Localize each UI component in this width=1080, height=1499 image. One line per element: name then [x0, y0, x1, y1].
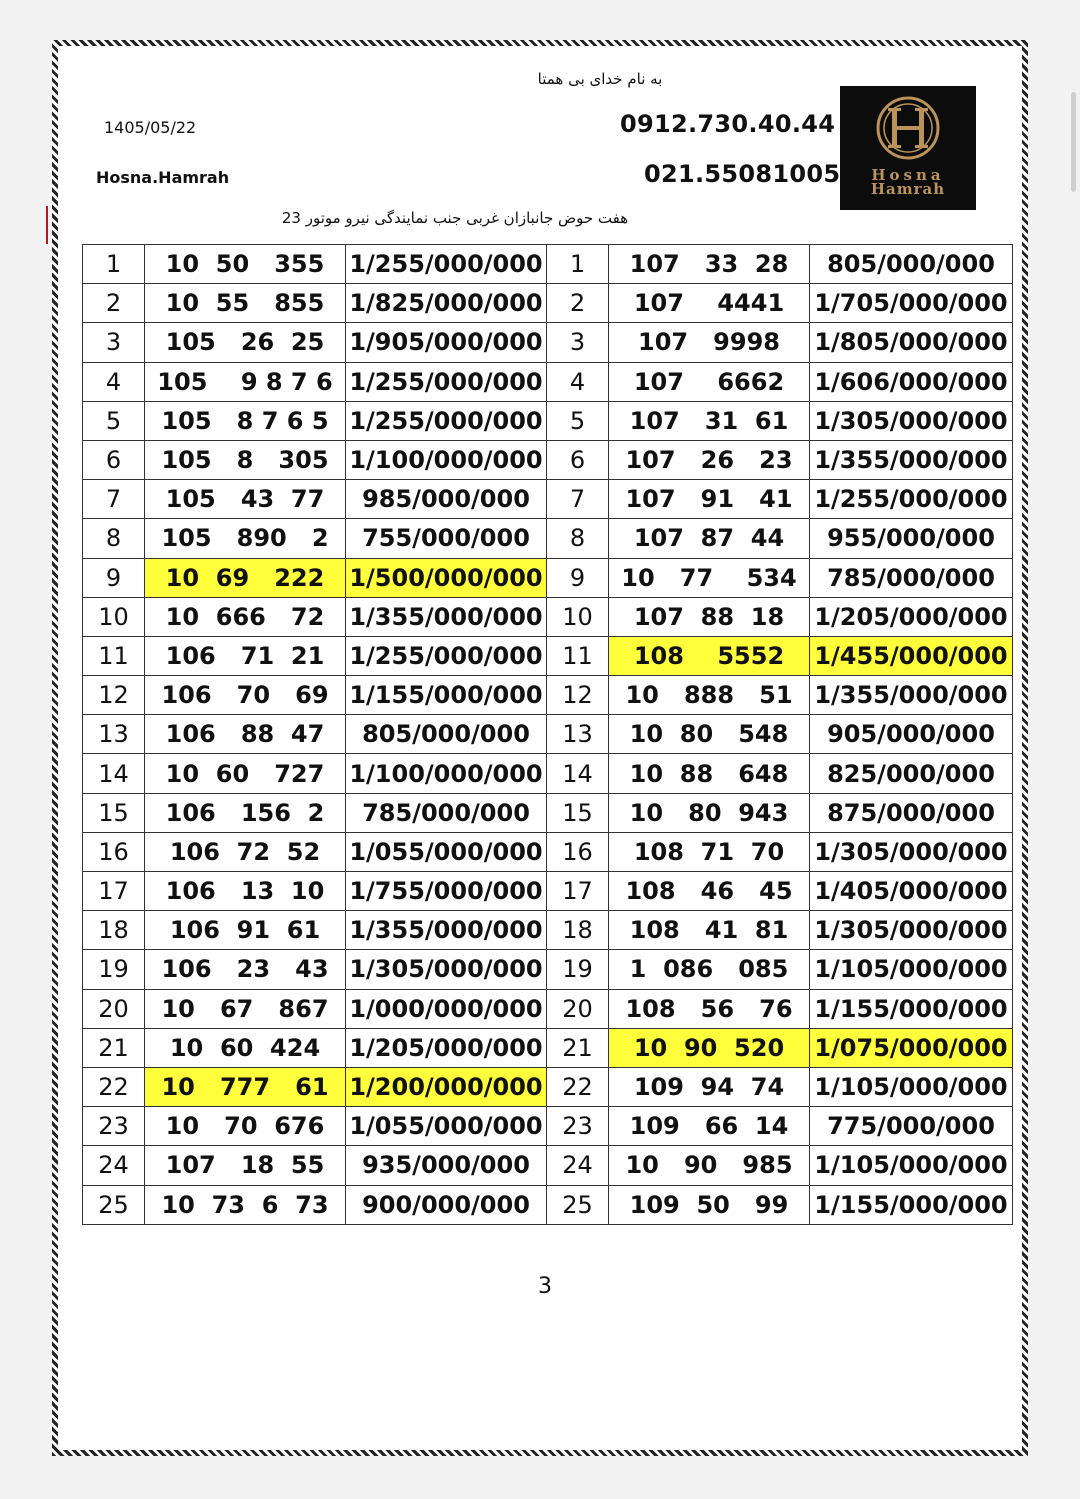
sim-number-left: 105 9 8 7 6 [145, 362, 346, 401]
row-index-left: 14 [83, 754, 145, 793]
row-index-left: 7 [83, 480, 145, 519]
table-row [83, 480, 1013, 519]
table-row [83, 284, 1013, 323]
row-index-right: 5 [547, 401, 609, 440]
sim-number-left: 10 50 355 [145, 245, 346, 284]
row-index-left: 16 [83, 832, 145, 871]
row-index-left: 23 [83, 1107, 145, 1146]
page-number: 3 [538, 1274, 552, 1299]
price-left: 985/000/000 [346, 480, 547, 519]
row-index-left: 11 [83, 636, 145, 675]
sim-number-right: 10 90 520 [609, 1028, 810, 1067]
table-row [83, 754, 1013, 793]
price-right: 1/355/000/000 [810, 440, 1013, 479]
logo-text-line2: Hamrah [870, 180, 946, 198]
price-right: 1/105/000/000 [810, 1067, 1013, 1106]
table-row [83, 558, 1013, 597]
row-index-left: 3 [83, 323, 145, 362]
price-left: 1/755/000/000 [346, 872, 547, 911]
row-index-right: 12 [547, 676, 609, 715]
price-left: 1/255/000/000 [346, 636, 547, 675]
price-left: 1/355/000/000 [346, 911, 547, 950]
sim-number-left: 105 890 2 [145, 519, 346, 558]
row-index-right: 10 [547, 597, 609, 636]
price-left: 1/255/000/000 [346, 401, 547, 440]
price-left: 1/205/000/000 [346, 1028, 547, 1067]
table-row [83, 1028, 1013, 1067]
row-index-left: 25 [83, 1185, 145, 1224]
price-right: 1/155/000/000 [810, 1185, 1013, 1224]
row-index-right: 1 [547, 245, 609, 284]
row-index-right: 25 [547, 1185, 609, 1224]
price-left: 1/355/000/000 [346, 597, 547, 636]
price-right: 775/000/000 [810, 1107, 1013, 1146]
sim-number-right: 107 9998 [609, 323, 810, 362]
price-right: 955/000/000 [810, 519, 1013, 558]
row-index-right: 6 [547, 440, 609, 479]
sim-number-left: 105 26 25 [145, 323, 346, 362]
sim-number-left: 107 18 55 [145, 1146, 346, 1185]
sim-number-right: 108 46 45 [609, 872, 810, 911]
price-table-body [83, 245, 1013, 1225]
price-right: 1/075/000/000 [810, 1028, 1013, 1067]
table-row [83, 245, 1013, 284]
table-row [83, 989, 1013, 1028]
sim-number-left: 106 13 10 [145, 872, 346, 911]
sim-number-left: 105 8 305 [145, 440, 346, 479]
row-index-right: 19 [547, 950, 609, 989]
sim-number-right: 10 80 548 [609, 715, 810, 754]
row-index-left: 12 [83, 676, 145, 715]
sim-number-left: 10 69 222 [145, 558, 346, 597]
sim-number-price-table [82, 244, 1013, 1225]
mobile-phone-number: 0912.730.40.44 [620, 110, 836, 138]
row-index-left: 19 [83, 950, 145, 989]
price-right: 825/000/000 [810, 754, 1013, 793]
landline-phone-number: 021.55081005 [644, 160, 841, 188]
table-row [83, 1185, 1013, 1224]
price-left: 935/000/000 [346, 1146, 547, 1185]
price-left: 755/000/000 [346, 519, 547, 558]
row-index-left: 18 [83, 911, 145, 950]
row-index-left: 2 [83, 284, 145, 323]
price-right: 1/705/000/000 [810, 284, 1013, 323]
brand-name: Hosna.Hamrah [96, 168, 230, 187]
row-index-right: 14 [547, 754, 609, 793]
row-index-right: 3 [547, 323, 609, 362]
price-left: 1/100/000/000 [346, 754, 547, 793]
sim-number-right: 109 94 74 [609, 1067, 810, 1106]
row-index-right: 16 [547, 832, 609, 871]
row-index-left: 9 [83, 558, 145, 597]
row-index-right: 21 [547, 1028, 609, 1067]
row-index-left: 4 [83, 362, 145, 401]
price-left: 1/255/000/000 [346, 362, 547, 401]
price-right: 1/305/000/000 [810, 401, 1013, 440]
row-index-right: 2 [547, 284, 609, 323]
price-left: 1/200/000/000 [346, 1067, 547, 1106]
table-row [83, 362, 1013, 401]
row-index-left: 10 [83, 597, 145, 636]
row-index-right: 20 [547, 989, 609, 1028]
sim-number-left: 105 8 7 6 5 [145, 401, 346, 440]
sim-number-left: 10 60 727 [145, 754, 346, 793]
sim-number-left: 106 156 2 [145, 793, 346, 832]
row-index-right: 22 [547, 1067, 609, 1106]
price-right: 1/805/000/000 [810, 323, 1013, 362]
sim-number-left: 106 23 43 [145, 950, 346, 989]
sim-number-left: 10 73 6 73 [145, 1185, 346, 1224]
table-row [83, 676, 1013, 715]
sim-number-right: 107 4441 [609, 284, 810, 323]
row-index-left: 22 [83, 1067, 145, 1106]
sim-number-right: 107 26 23 [609, 440, 810, 479]
price-right: 1/155/000/000 [810, 989, 1013, 1028]
row-index-right: 11 [547, 636, 609, 675]
row-index-left: 15 [83, 793, 145, 832]
sim-number-right: 107 87 44 [609, 519, 810, 558]
row-index-right: 7 [547, 480, 609, 519]
price-right: 1/105/000/000 [810, 950, 1013, 989]
sim-number-right: 10 90 985 [609, 1146, 810, 1185]
row-index-right: 17 [547, 872, 609, 911]
price-right: 1/355/000/000 [810, 676, 1013, 715]
table-row [83, 323, 1013, 362]
table-row [83, 950, 1013, 989]
price-right: 1/305/000/000 [810, 832, 1013, 871]
row-index-left: 20 [83, 989, 145, 1028]
price-left: 1/055/000/000 [346, 832, 547, 871]
sim-number-left: 10 67 867 [145, 989, 346, 1028]
row-index-left: 21 [83, 1028, 145, 1067]
price-left: 1/055/000/000 [346, 1107, 547, 1146]
hosna-hamrah-logo [840, 86, 976, 210]
sim-number-right: 1 086 085 [609, 950, 810, 989]
table-row [83, 1067, 1013, 1106]
sim-number-left: 106 71 21 [145, 636, 346, 675]
sim-number-left: 10 777 61 [145, 1067, 346, 1106]
price-left: 1/305/000/000 [346, 950, 547, 989]
row-index-left: 1 [83, 245, 145, 284]
row-index-right: 23 [547, 1107, 609, 1146]
price-left: 1/255/000/000 [346, 245, 547, 284]
sim-number-right: 109 50 99 [609, 1185, 810, 1224]
price-right: 1/405/000/000 [810, 872, 1013, 911]
row-index-right: 4 [547, 362, 609, 401]
table-row [83, 1107, 1013, 1146]
sim-number-left: 106 88 47 [145, 715, 346, 754]
row-index-right: 18 [547, 911, 609, 950]
price-right: 1/455/000/000 [810, 636, 1013, 675]
price-right: 1/606/000/000 [810, 362, 1013, 401]
sim-number-right: 108 5552 [609, 636, 810, 675]
table-row [83, 597, 1013, 636]
scrollbar-thumb[interactable] [1071, 92, 1076, 192]
table-row [83, 832, 1013, 871]
sim-number-right: 108 41 81 [609, 911, 810, 950]
sim-number-right: 108 71 70 [609, 832, 810, 871]
price-left: 1/905/000/000 [346, 323, 547, 362]
price-right: 805/000/000 [810, 245, 1013, 284]
sim-number-right: 10 888 51 [609, 676, 810, 715]
price-right: 1/205/000/000 [810, 597, 1013, 636]
margin-marker [46, 206, 48, 244]
price-left: 1/500/000/000 [346, 558, 547, 597]
sim-number-right: 10 88 648 [609, 754, 810, 793]
sim-number-left: 106 91 61 [145, 911, 346, 950]
sim-number-right: 108 56 76 [609, 989, 810, 1028]
row-index-left: 13 [83, 715, 145, 754]
table-row [83, 440, 1013, 479]
table-row [83, 401, 1013, 440]
price-left: 1/100/000/000 [346, 440, 547, 479]
price-right: 875/000/000 [810, 793, 1013, 832]
row-index-left: 5 [83, 401, 145, 440]
sim-number-right: 109 66 14 [609, 1107, 810, 1146]
document-date: 1405/05/22 [104, 118, 197, 137]
document-page [52, 40, 1028, 1456]
row-index-left: 6 [83, 440, 145, 479]
table-row [83, 793, 1013, 832]
sim-number-right: 10 80 943 [609, 793, 810, 832]
row-index-right: 8 [547, 519, 609, 558]
row-index-right: 24 [547, 1146, 609, 1185]
price-right: 1/255/000/000 [810, 480, 1013, 519]
sim-number-right: 107 6662 [609, 362, 810, 401]
sim-number-left: 10 70 676 [145, 1107, 346, 1146]
bismillah-heading: به نام خدای بی همتا [537, 70, 663, 88]
sim-number-left: 106 70 69 [145, 676, 346, 715]
sim-number-left: 10 666 72 [145, 597, 346, 636]
row-index-right: 9 [547, 558, 609, 597]
price-left: 1/000/000/000 [346, 989, 547, 1028]
address-subtitle: هفت حوض جانبازان غربی جنب نمایندگی نیرو موتور 23 [281, 209, 629, 227]
logo-text-line1: Hosna [871, 166, 945, 184]
sim-number-right: 107 33 28 [609, 245, 810, 284]
table-row [83, 872, 1013, 911]
row-index-left: 24 [83, 1146, 145, 1185]
price-right: 1/305/000/000 [810, 911, 1013, 950]
sim-number-right: 107 31 61 [609, 401, 810, 440]
sim-number-left: 106 72 52 [145, 832, 346, 871]
price-left: 900/000/000 [346, 1185, 547, 1224]
sim-number-right: 107 88 18 [609, 597, 810, 636]
table-row [83, 911, 1013, 950]
row-index-right: 13 [547, 715, 609, 754]
price-right: 785/000/000 [810, 558, 1013, 597]
sim-number-left: 10 55 855 [145, 284, 346, 323]
price-right: 905/000/000 [810, 715, 1013, 754]
price-left: 805/000/000 [346, 715, 547, 754]
table-row [83, 715, 1013, 754]
price-left: 785/000/000 [346, 793, 547, 832]
row-index-left: 8 [83, 519, 145, 558]
row-index-left: 17 [83, 872, 145, 911]
price-right: 1/105/000/000 [810, 1146, 1013, 1185]
sim-number-left: 105 43 77 [145, 480, 346, 519]
price-left: 1/155/000/000 [346, 676, 547, 715]
table-row [83, 1146, 1013, 1185]
sim-number-right: 107 91 41 [609, 480, 810, 519]
price-left: 1/825/000/000 [346, 284, 547, 323]
row-index-right: 15 [547, 793, 609, 832]
sim-number-left: 10 60 424 [145, 1028, 346, 1067]
table-row [83, 519, 1013, 558]
table-row [83, 636, 1013, 675]
sim-number-right: 10 77 534 [609, 558, 810, 597]
